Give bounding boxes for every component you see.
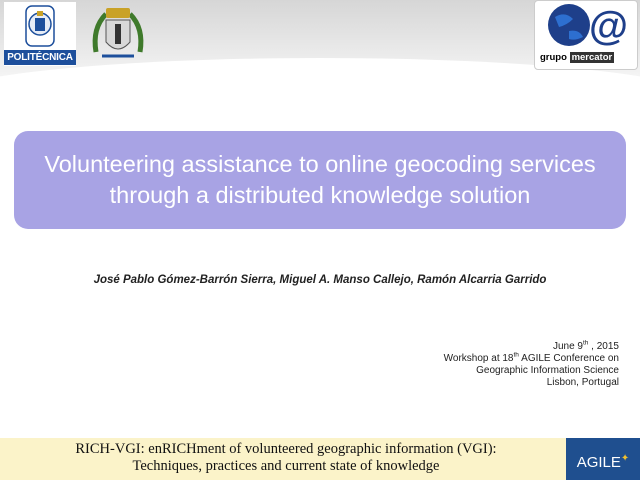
- authors: José Pablo Gómez-Barrón Sierra, Miguel A. Manso Callejo, Ramón Alcarria Garrido: [93, 274, 547, 286]
- grupo-mercator-label: [540, 51, 632, 64]
- crest-icon: [86, 2, 150, 68]
- title-box: [14, 131, 626, 229]
- footer-line-2: Techniques, practices and current state of knowledge: [132, 458, 440, 474]
- agile-label: AGILE: [576, 454, 621, 471]
- footer-text: [0, 441, 572, 475]
- event-workshop: Workshop at 18th AGILE Conference on: [443, 351, 619, 364]
- globe-at-icon: [535, 1, 639, 51]
- grupo-word: grupo: [540, 52, 567, 63]
- svg-text:@: @: [589, 4, 629, 48]
- agile-logo: [566, 438, 640, 480]
- footer-line-1: RICH-VGI: enRICHment of volunteered geographic information (VGI):: [75, 441, 497, 457]
- upm-logo-label: POLITÉCNICA: [4, 50, 76, 65]
- mercator-word: mercator: [571, 52, 613, 63]
- event-date: June 9th , 2015: [552, 339, 619, 352]
- star-icon: ✦: [620, 453, 630, 464]
- header-swoosh: [0, 58, 640, 138]
- event-info: [319, 341, 619, 389]
- event-location: Lisbon, Portugal: [546, 377, 619, 388]
- presentation-title: Volunteering assistance to online geocoding services through a distributed knowledge solution: [44, 151, 596, 208]
- upm-crest-icon: [4, 2, 76, 52]
- event-conference: Geographic Information Science: [476, 365, 619, 376]
